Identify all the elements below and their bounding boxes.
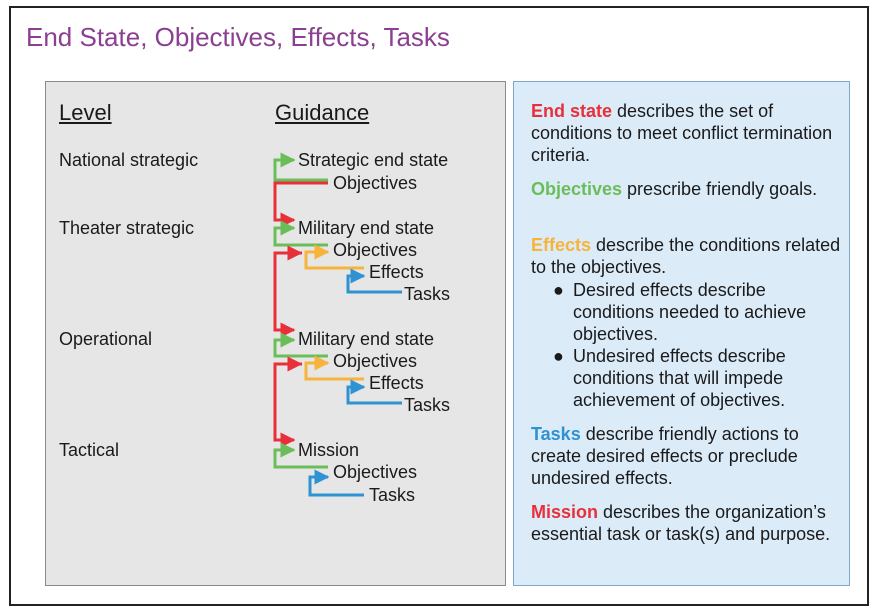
- term-objectives: Objectives: [531, 179, 623, 199]
- definition-objectives: [531, 178, 841, 200]
- guidance-mission: Mission: [298, 440, 360, 460]
- term-mission: Mission: [531, 502, 599, 522]
- guidance-effects: Effects: [369, 373, 424, 393]
- mission-text: describes the organization’s essential task or task(s) and purpose.: [531, 502, 831, 544]
- objectives-text: prescribe friendly goals.: [622, 179, 818, 199]
- guidance-objectives: Objectives: [333, 351, 418, 371]
- level-tactical: Tactical: [59, 440, 120, 460]
- guidance-strategic-end-state: Strategic end state: [298, 150, 449, 170]
- definition-effects: [531, 234, 841, 278]
- effects-bullets: [531, 279, 841, 409]
- guidance-tasks: Tasks: [404, 395, 451, 415]
- guidance-tasks: Tasks: [404, 284, 451, 304]
- bullet-dot-icon: ●: [553, 280, 564, 300]
- definition-end-state: [531, 100, 841, 166]
- term-end-state: End state: [531, 101, 613, 121]
- guidance-effects: Effects: [369, 262, 424, 282]
- bullet-dot-icon: ●: [553, 346, 564, 366]
- guidance-objectives: Objectives: [333, 240, 418, 260]
- tasks-text: describe friendly actions to create desired effects or preclude undesired effects.: [531, 424, 799, 488]
- guidance-military-end-state: Military end state: [298, 218, 435, 238]
- term-tasks: Tasks: [531, 424, 581, 444]
- end-state-text: describes the set of conditions to meet conflict termination criteria.: [531, 101, 833, 165]
- definition-mission: [531, 501, 841, 545]
- red-connector: [275, 183, 328, 220]
- red-connector: [275, 364, 302, 440]
- guidance-military-end-state: Military end state: [298, 329, 435, 349]
- slide-title: End State, Objectives, Effects, Tasks: [26, 22, 450, 52]
- bullet-text: Desired effects describe conditions needed to achieve objectives.: [573, 280, 807, 344]
- definition-tasks: [531, 423, 841, 489]
- level-national-strategic: National strategic: [59, 150, 199, 170]
- level-operational: Operational: [59, 329, 153, 349]
- guidance-tasks: Tasks: [369, 485, 416, 505]
- level-theater-strategic: Theater strategic: [59, 218, 195, 238]
- guidance-header: Guidance: [275, 100, 370, 125]
- level-header: Level: [59, 100, 112, 125]
- red-connector: [275, 253, 302, 330]
- guidance-objectives: Objectives: [333, 462, 418, 482]
- guidance-objectives: Objectives: [333, 173, 418, 193]
- bullet-text: Undesired effects describe conditions that will impede achievement of objectives.: [573, 346, 786, 410]
- term-effects: Effects: [531, 235, 592, 255]
- effects-text: describe the conditions related to the objectives.: [531, 235, 841, 277]
